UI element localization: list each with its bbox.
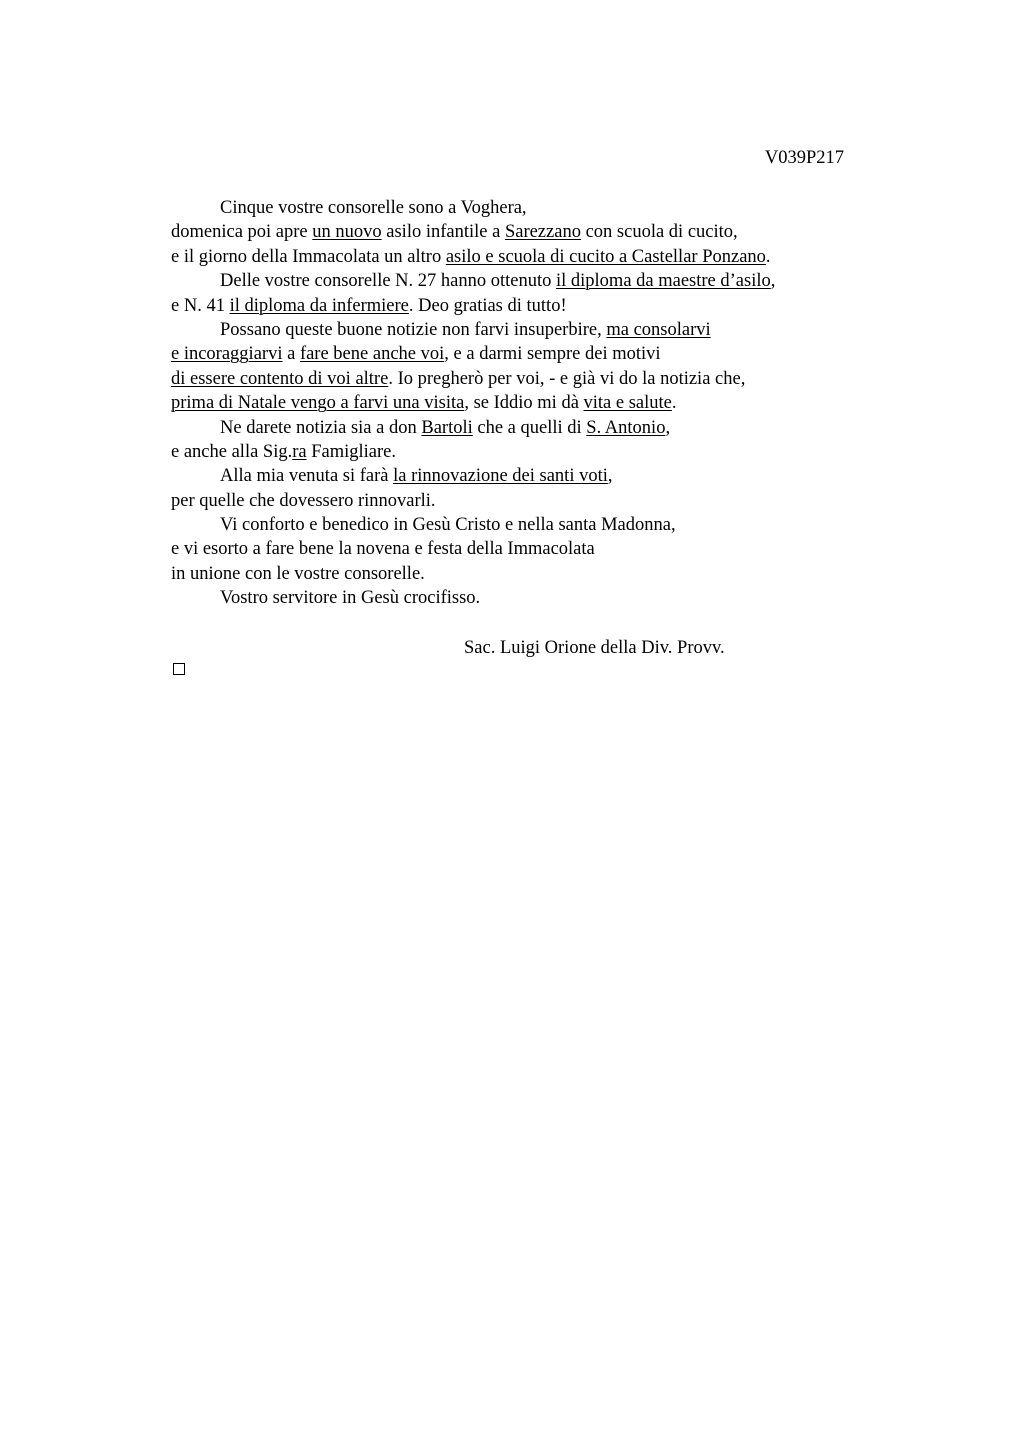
text-segment: e il giorno della Immacolata un altro — [171, 246, 446, 267]
letter-line — [171, 294, 871, 318]
underlined-phrase: il diploma da infermiere — [229, 295, 409, 316]
letter-body — [171, 196, 871, 611]
text-segment: . — [671, 393, 677, 414]
underlined-phrase: di essere contento di voi altre — [171, 368, 389, 389]
underlined-phrase: Bartoli — [421, 417, 473, 438]
letter-line — [171, 440, 871, 464]
letter-line — [171, 367, 871, 391]
text-segment: Alla mia venuta si farà — [220, 466, 394, 487]
underlined-phrase: ma consolarvi — [606, 319, 711, 340]
text-segment: Cinque vostre consorelle sono a Voghera, — [220, 198, 527, 218]
underlined-phrase: vita e salute — [583, 393, 672, 414]
letter-line — [171, 220, 871, 244]
text-segment: Possano queste buone notizie non farvi insuperbire, — [220, 319, 607, 340]
underlined-phrase: la rinnovazione dei santi voti — [393, 466, 608, 487]
letter-line — [171, 416, 871, 440]
text-segment: , se Iddio mi dà — [464, 393, 584, 414]
text-segment: . Io pregherò per voi, - e già vi do la notizia che, — [388, 368, 746, 389]
letter-line — [171, 464, 871, 488]
underlined-phrase: asilo e scuola di cucito a Castellar Ponzano — [445, 246, 766, 267]
text-segment: con scuola di cucito, — [580, 222, 738, 243]
letter-line — [171, 586, 871, 610]
letter-line — [171, 537, 871, 561]
text-segment: . Deo gratias di tutto! — [408, 295, 567, 316]
underlined-phrase: un nuovo — [312, 222, 382, 243]
text-segment: , — [665, 417, 671, 438]
letter-line — [171, 489, 871, 513]
text-segment: in unione con le vostre consorelle. — [171, 563, 425, 584]
letter-line — [171, 196, 871, 220]
signature: Sac. Luigi Orione della Div. Provv. — [464, 638, 725, 658]
text-segment: per quelle che dovessero rinnovarli. — [171, 490, 436, 511]
empty-square-icon — [173, 663, 185, 675]
text-segment: che a quelli di — [472, 417, 587, 438]
underlined-phrase: prima di Natale vengo a farvi una visita — [171, 393, 465, 414]
letter-line — [171, 269, 871, 293]
underlined-phrase: Sarezzano — [504, 222, 581, 243]
letter-line — [171, 342, 871, 366]
text-segment: Delle vostre consorelle N. 27 hanno ottenuto — [220, 271, 556, 292]
text-segment: Vostro servitore in Gesù crocifisso. — [220, 588, 481, 609]
text-segment: Famigliare. — [306, 441, 397, 462]
text-segment: , e a darmi sempre dei motivi — [444, 344, 661, 365]
text-segment: e anche alla Sig. — [171, 441, 293, 462]
text-segment: domenica poi apre — [171, 222, 313, 243]
letter-line — [171, 245, 871, 269]
text-segment: e vi esorto a fare bene la novena e festa della Immacolata — [171, 539, 595, 560]
page-reference-code: V039P217 — [764, 148, 844, 168]
text-segment: Vi conforto e benedico in Gesù Cristo e nella santa Madonna, — [220, 515, 676, 536]
text-segment: , — [770, 271, 776, 292]
text-segment: . — [765, 246, 771, 267]
text-segment: a — [282, 344, 300, 365]
text-segment: Ne darete notizia sia a don — [220, 417, 422, 438]
text-segment: asilo infantile a — [381, 222, 505, 243]
underlined-phrase: S. Antonio — [586, 417, 666, 438]
text-segment: e N. 41 — [171, 295, 230, 316]
text-segment: , — [607, 466, 613, 487]
letter-line — [171, 391, 871, 415]
underlined-phrase: ra — [292, 441, 307, 462]
letter-line — [171, 318, 871, 342]
underlined-phrase: il diploma da maestre d’asilo — [556, 271, 771, 292]
letter-line — [171, 513, 871, 537]
underlined-phrase: fare bene anche voi — [299, 344, 445, 365]
underlined-phrase: e incoraggiarvi — [171, 344, 283, 365]
letter-line — [171, 562, 871, 586]
